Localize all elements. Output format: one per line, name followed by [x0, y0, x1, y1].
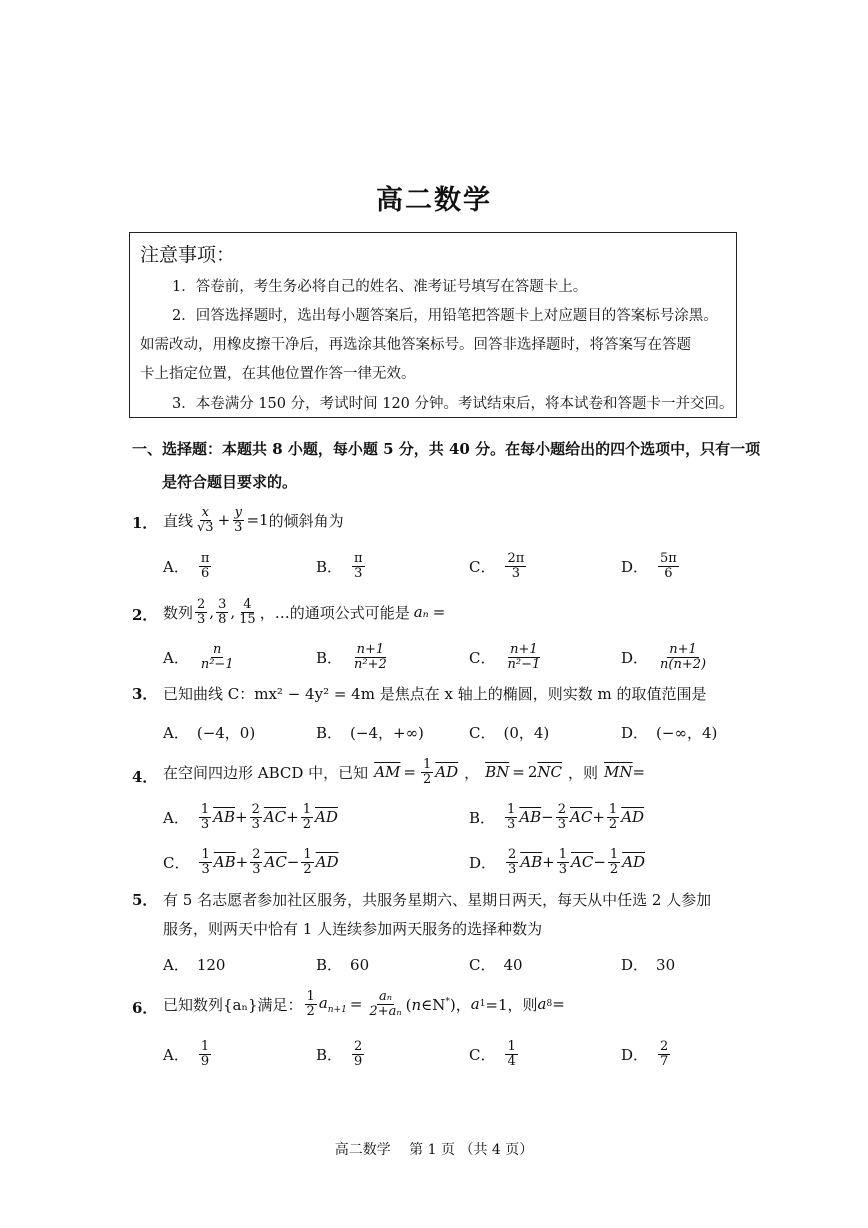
section-heading-cont: 是符合题目要求的。: [162, 473, 298, 491]
notice-item-3: 3．本卷满分 150 分，考试时间 120 分钟。考试结束后，将本试卷和答题卡一并交回。: [172, 396, 734, 412]
question-2-post: ，…的通项公式可能是: [259, 603, 410, 622]
q6-option-b[interactable]: B． $\frac{2}{9}$: [316, 1039, 363, 1069]
q4-option-b[interactable]: B． $\frac{1}{3}$ $\overline{AB}$ − $\frac{2}{3}$ $\overline{AC}$ + $\frac{1}{2}$ $\overline{AD}$: [469, 802, 645, 832]
section-heading: 一、选择题：本题共 8 小题，每小题 5 分，共 40 分。在每小题给出的四个选项中，只有一项: [132, 440, 761, 458]
q4-option-c[interactable]: C． $\frac{1}{3}$ $\overline{AB}$ + $\frac{2}{3}$ $\overline{AC}$ − $\frac{1}{2}$ $\overline{AD}$: [163, 847, 339, 877]
q5-option-c[interactable]: C． 40: [469, 955, 523, 974]
q1-option-c[interactable]: C． $\frac{2\pi}{3}$: [469, 551, 525, 581]
q3-option-c[interactable]: C． (0，4): [469, 724, 550, 742]
q2-option-c[interactable]: C． $\frac{n+1}{\text{n²−1}}$: [469, 642, 541, 672]
q2-option-b[interactable]: B． $\frac{n+1}{\text{n²+2}}$: [316, 642, 387, 672]
question-5-line2: 服务，则两天中恰有 1 人连续参加两天服务的选择种数为: [163, 920, 543, 938]
notice-item-2-cont: 如需改动，用橡皮擦干净后，再选涂其他答案标号。回答非选择题时，将答案写在答题: [140, 337, 691, 353]
question-4: 在空间四边形 ABCD 中，已知 $\overline{AM}$ = $\frac{1}{2}$ $\overline{AD}$ ， $\overline{BN}$ = 2 $\overline{NC}$ ，则 $\overline{MN}$ =: [163, 756, 646, 787]
q6-option-a[interactable]: A． $\frac{1}{9}$: [163, 1039, 210, 1069]
question-2-number: 2．: [132, 606, 158, 624]
notice-item-2-cont2: 卡上指定位置，在其他位置作答一律无效。: [140, 366, 416, 382]
notice-heading: 注意事项：: [140, 244, 236, 266]
q5-option-b[interactable]: B． 60: [316, 955, 370, 974]
question-6: 已知数列{aₙ}满足： $\frac{1}{2}$ $a_{n+1}$ = $\frac{\text{aₙ}}{\text{2+aₙ}}$ (n∈N*)， a 1 =1，则 a 8 =: [163, 988, 565, 1019]
question-3-text: 已知曲线 C：mx² − 4y² = 4m 是焦点在 x 轴上的椭圆，则实数 m 的取值范围是: [163, 685, 707, 703]
question-3-number: 3．: [132, 685, 158, 703]
q2-option-d[interactable]: D． $\frac{n+1}{n(n+2)}$: [621, 642, 707, 672]
q1-frac-x: $\frac{x}{√3}$: [197, 504, 214, 535]
q6-option-c[interactable]: C． $\frac{1}{4}$: [469, 1039, 516, 1069]
q4-option-d[interactable]: D． $\frac{2}{3}$ $\overline{AB}$ + $\frac{1}{3}$ $\overline{AC}$ − $\frac{1}{2}$ $\overline{AD}$: [469, 847, 646, 877]
question-4-number: 4．: [132, 768, 158, 786]
question-6-pre: 已知数列{aₙ}满足：: [163, 995, 303, 1014]
q6-option-d[interactable]: D． $\frac{2}{7}$: [621, 1039, 669, 1069]
q1-frac-y: $\frac{y}{3}$: [234, 504, 243, 535]
question-2: 数列 $\frac{2}{3}$ , $\frac{3}{8}$ , $\frac{4}{15}$ ，…的通项公式可能是 aₙ =: [163, 596, 446, 627]
question-1-pre: 直线: [163, 511, 194, 530]
q5-option-d[interactable]: D． 30: [621, 955, 676, 974]
notice-item-2: 2．回答选择题时，选出每小题答案后，用铅笔把答题卡上对应题目的答案标号涂黑。: [172, 308, 718, 324]
question-6-number: 6．: [132, 999, 158, 1017]
question-4-text: 在空间四边形 ABCD 中，已知: [163, 763, 369, 782]
question-1-post: 的倾斜角为: [268, 511, 344, 530]
notice-item-1: 1．答卷前，考生务必将自己的姓名、准考证号填写在答题卡上。: [172, 279, 588, 295]
q2-option-a[interactable]: A． $\frac{n}{\text{n²−1}}$: [163, 642, 234, 672]
question-2-pre: 数列: [163, 603, 194, 622]
q3-option-d[interactable]: D． (−∞，4): [621, 724, 718, 742]
q1-option-d[interactable]: D． $\frac{5\pi}{6}$: [621, 551, 677, 581]
question-5-number: 5．: [132, 891, 158, 909]
page-footer: 高二数学 第 1 页 （共 4 页）: [334, 1142, 534, 1158]
q4-option-a[interactable]: A． $\frac{1}{3}$ $\overline{AB}$ + $\frac{2}{3}$ $\overline{AC}$ + $\frac{1}{2}$ $\overline{AD}$: [163, 802, 338, 832]
question-1-number: 1．: [132, 514, 158, 532]
q1-option-a[interactable]: A． $\frac{\pi}{6}$: [163, 551, 210, 581]
q5-option-a[interactable]: A． 120: [163, 955, 226, 974]
question-1: 直线 $\frac{x}{√3}$ + $\frac{y}{3}$ =1 的倾斜角为: [163, 504, 344, 535]
q1-option-b[interactable]: B． $\frac{\pi}{3}$: [316, 551, 363, 581]
q3-option-a[interactable]: A． (−4，0): [163, 724, 256, 742]
q3-option-b[interactable]: B． (−4，+∞): [316, 724, 424, 742]
page-title: 高二数学: [376, 185, 492, 216]
question-5-line1: 有 5 名志愿者参加社区服务，共服务星期六、星期日两天，每天从中任选 2 人参加: [163, 891, 712, 909]
